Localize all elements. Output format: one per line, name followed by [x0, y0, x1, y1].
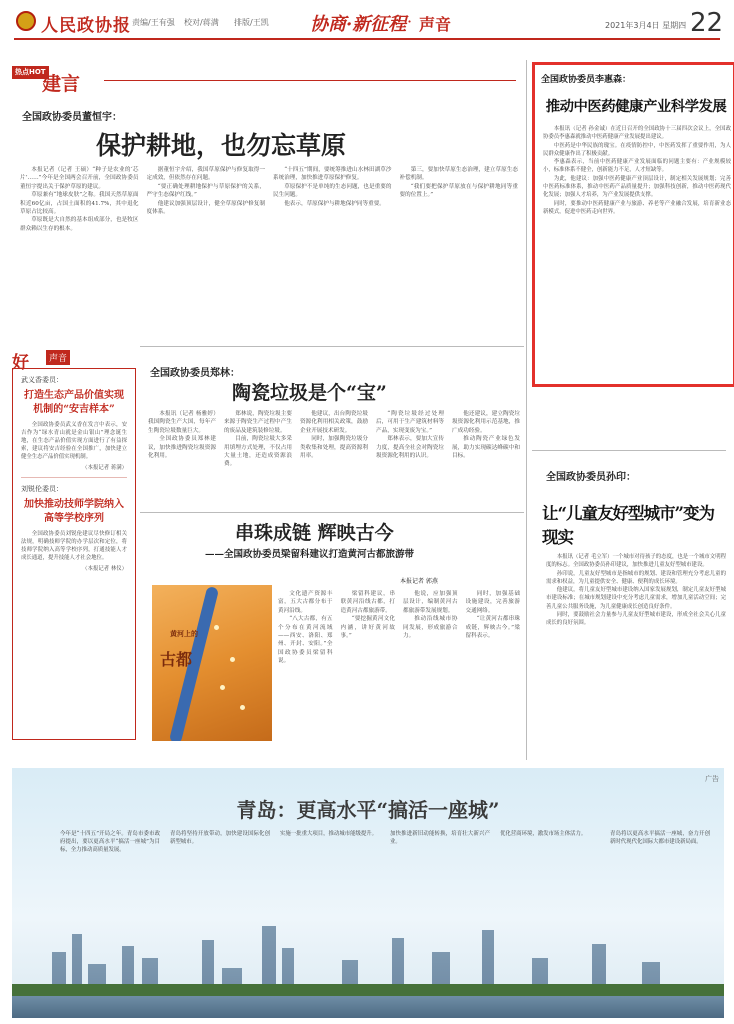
yellowriver-col: [403, 590, 458, 740]
paragraph: 草原既是大自然的基本组成部分，也是牧区群众赖以生存的根本。: [20, 217, 139, 232]
page-number: 22: [690, 8, 724, 38]
yellowriver-col: [466, 590, 521, 740]
cppcc-emblem-icon: [16, 11, 36, 31]
item1-text: 全国政协委员武义香在发言中表示，安吉作为“绿水青山就是金山银山”理念诞生地，在生态产品价值实现方面进行了有益探索，建议将安吉经验在全国推广，加快建立健全生态产品价值实现机制。: [21, 422, 127, 460]
ad-body: [60, 830, 710, 854]
ceramic-kicker: 全国政协委员郑林：: [150, 368, 240, 379]
article1-body: [20, 166, 518, 346]
haoshengyin-label: 好: [12, 353, 29, 373]
yellow-river-map-image: [152, 585, 272, 741]
layout-meta: 排版/王凯: [234, 18, 269, 27]
paragraph: 本报讯（记者 毛立军）一个城市对待孩子的态度，也是一个城市文明程度的标志。全国政协委员孙印建议，加快推进儿童友好型城市建设。: [546, 554, 726, 569]
paragraph: 梁留科建议，串联黄河沿线古都，打造黄河古都旅游带。: [340, 591, 395, 614]
jianyan-banner: [12, 66, 102, 95]
ad-col: 加快推进新旧动能转换，培育壮大新兴产业。: [390, 831, 490, 845]
paragraph: 推动沿线城市协同发展，形成旅游合力。: [403, 616, 458, 640]
city-marker-icon: [214, 625, 219, 630]
haoshengyin-box: [12, 368, 136, 740]
article1-headline: 保护耕地，也勿忘草原: [96, 131, 347, 160]
yellowriver-col: [341, 590, 396, 740]
column-divider: [526, 60, 527, 760]
bay-water: [12, 996, 724, 1018]
paragraph: “让黄河古都串珠成链，辉映古今。”梁留科表示。: [465, 616, 520, 640]
ad-col: 实施一批重大项目，推动城市能级提升。: [280, 831, 378, 837]
paragraph: 全国政协委员郑林建议，加快推进陶瓷垃圾资源化利用。: [148, 436, 216, 460]
ad-col: 青岛将以更高水平搞活一座城，奋力开创新时代现代化国际大都市建设新局面。: [610, 831, 710, 845]
children-city-headline: 让“儿童友好型城市”变为现实: [542, 504, 714, 547]
yellowriver-subhead: ——全国政协委员梁留科建议打造黄河古都旅游带: [205, 549, 415, 560]
ad-col: 优化营商环境，激发市场主体活力。: [500, 831, 587, 837]
yellowriver-col: [278, 590, 333, 740]
ad-col: 今年是“十四五”开局之年。青岛市委市政府提出，要以更高水平“搞活一座城”为目标，全力推动高质量发展。: [60, 831, 160, 853]
ceramic-headline: 陶瓷垃圾是个“宝”: [232, 382, 387, 404]
paragraph: 同时，加强陶瓷垃圾分类收集和处理，提高资源利用率。: [300, 436, 368, 460]
paragraph: 草原保护不是单纯的生态问题，也是重要的民生问题。: [273, 183, 392, 199]
jianyan-title: 建言: [42, 73, 81, 95]
paragraph: 他表示，草原保护与耕地保护同等重要。: [284, 200, 385, 207]
paragraph: 本报记者（记者 王硕）“种子是农业的‘芯片’……”今年是全国两会召开前，全国政协委员董恒宇提出关于保护草原的建议。: [20, 167, 139, 190]
yellowriver-body: [278, 590, 520, 740]
item2-author: 刘锐伦委员：: [21, 485, 63, 493]
ceramic-col: [224, 410, 292, 508]
ceramic-body: [148, 410, 520, 508]
paragraph: “八大古都，有五个分布在黄河流域——西安、洛阳、郑州、开封、安阳。”全国政协委员梁留科说。: [278, 616, 333, 665]
item-divider: [21, 477, 127, 478]
section-divider: [140, 512, 524, 513]
paragraph: 郑林说，陶瓷垃圾主要来源于陶瓷生产过程中产生的废品及建筑装修垃圾。: [224, 411, 292, 434]
proof-meta: 校对/蒋满: [184, 18, 219, 27]
paragraph: 推动陶瓷产业绿色发展，助力实现碳达峰碳中和目标。: [452, 436, 520, 460]
article1-col: [400, 166, 519, 346]
item2-credit: （本报记者 林仪）: [82, 566, 127, 572]
hot-tag: 热点HOT: [12, 66, 49, 79]
ad-tag: 广告: [705, 775, 719, 783]
masthead: [14, 8, 724, 38]
section-logo: 协商·新征程: [310, 14, 407, 35]
city-marker-icon: [220, 685, 225, 690]
highlight-headline: 推动中医药健康产业科学发展: [545, 98, 727, 115]
map-caption-big: 古都: [160, 650, 193, 669]
haoshengyin-sub: 声音: [46, 350, 70, 365]
jianyan-rule: [104, 80, 516, 81]
ceramic-col: [452, 410, 520, 508]
children-city-kicker: 全国政协委员孙印：: [546, 472, 636, 483]
paragraph: 草原兼有“地球皮肤”之称。我国天然草原面积近60亿亩，占国土面积的41.7%，其中退化草原占比较高。: [20, 192, 139, 216]
item2-text: 全国政协委员刘锐伦建议尽快修订相关法规，明确技师学院的办学层次和定位，将技师学院纳入高等学校序列，打通技能人才成长通道，提升技能人才社会地位。: [21, 531, 127, 561]
article1-kicker: 全国政协委员董恒宇：: [22, 112, 122, 123]
section-name: 声音: [419, 15, 452, 34]
paragraph: 中医药是中华民族的瑰宝。在疫情防控中，中医药发挥了重要作用，为人民群众健康作出了积极贡献。: [543, 142, 731, 157]
item2-headline: 加快推动技师学院纳入高等学校序列: [24, 499, 124, 524]
paragraph: 第三，要加快草原生态治理，建立草原生态补偿机制。: [399, 167, 518, 182]
paragraph: 孙印说，儿童友好型城市是指城市的规划、建设和管理充分考虑儿童的需求和权益，为儿童提供安全、健康、便利的成长环境。: [546, 570, 726, 585]
paragraph: 他建议，将儿童友好型城市建设纳入国家发展规划，制定儿童友好型城市建设标准；在城市规划建设中充分考虑儿童需求，增加儿童活动空间；完善儿童公共服务设施，为儿童健康成长创造良好条件。: [546, 587, 726, 610]
paragraph: 他说，应加强顶层设计，编制黄河古都旅游带发展规划。: [403, 591, 458, 614]
paragraph: 同时，加强基础设施建设，完善旅游交通网络。: [465, 591, 520, 614]
yellowriver-headline: 串珠成链 辉映古今: [235, 522, 394, 544]
paragraph: “十四五”期间，要统筹推进山水林田湖草沙系统治理，加快推进草原保护修复。: [273, 167, 392, 182]
highlight-article-box: [532, 62, 734, 387]
paragraph: 据董恒宇介绍，我国草原保护与修复取得一定成效，但依然存在问题。: [146, 167, 265, 182]
city-skyline-image: [12, 900, 724, 1018]
haoshengyin-banner: [12, 348, 132, 373]
yellowriver-byline: 本报记者 郭燕: [400, 578, 438, 585]
editor-meta: 责编/王有强: [132, 18, 175, 27]
children-city-body: [546, 553, 726, 628]
paragraph: 郑林表示，要加大宣传力度，提高全社会对陶瓷垃圾资源化利用的认识。: [376, 436, 444, 460]
paragraph: 文化遗产资源丰富，五大古都分布于黄河沿线。: [278, 591, 333, 614]
highlight-body: [543, 125, 731, 216]
city-marker-icon: [240, 705, 245, 710]
ceramic-col: [376, 410, 444, 508]
article1-col: [147, 166, 266, 346]
paragraph: 他还建议，建立陶瓷垃圾资源化利用示范基地，推广成功经验。: [452, 411, 520, 434]
paragraph: 目前，陶瓷垃圾大多采用填埋方式处理，不仅占用大量土地，还造成资源浪费。: [224, 436, 292, 468]
ad-headline: 青岛：更高水平“搞活一座城”: [236, 798, 500, 822]
ceramic-col: [148, 410, 216, 508]
section-divider: [140, 346, 524, 347]
paragraph: “陶瓷垃圾经过处理后，可用于生产建筑材料等产品，实现变废为宝。”: [376, 411, 444, 434]
city-marker-icon: [230, 657, 235, 662]
paragraph: 本报讯（记者 孙金诚）在近日召开的全国政协十三届四次会议上，全国政协委员李惠森就推动中医药健康产业发展提出建议。: [543, 126, 731, 141]
masthead-rule: [14, 38, 720, 40]
paper-name: 人民政协报: [41, 16, 131, 36]
paragraph: 他建议，出台陶瓷垃圾资源化利用相关政策，鼓励企业开展技术研发。: [300, 411, 368, 434]
item1-author: 武义香委员：: [21, 376, 63, 384]
highlight-kicker: 全国政协委员李惠森：: [541, 75, 632, 85]
paragraph: “要正确处理耕地保护与草原保护的关系，严守生态保护红线。”: [146, 183, 265, 199]
section-separator: ·: [407, 12, 413, 31]
section-divider: [532, 450, 726, 451]
paragraph: “要挖掘黄河文化内涵，讲好黄河故事。”: [340, 616, 395, 640]
paragraph: 同时，要推动中医药健康产业与旅游、养老等产业融合发展，培育新业态新模式，促进中医药走向世界。: [543, 200, 731, 215]
map-caption-small: 黄河上的: [170, 629, 198, 638]
paragraph: 为此，他建议：加强中医药健康产业顶层设计，制定相关发展规划；完善中医药标准体系，推动中医药产品质量提升；加强科技创新，推动中医药现代化发展；加强人才培养，为产业发展提供支撑。: [543, 175, 731, 199]
issue-date: 2021年3月4日 星期四: [605, 21, 687, 30]
paragraph: 同时，要鼓励社会力量参与儿童友好型城市建设，形成全社会关心儿童成长的良好氛围。: [546, 612, 726, 627]
article1-col: [273, 166, 392, 346]
item1-headline: 打造生态产品价值实现机制的“安吉样本”: [24, 390, 124, 415]
paragraph: “我们要把保护草原放在与保护耕地同等重要的位置上。”: [399, 183, 518, 199]
article1-col: [20, 166, 139, 346]
paragraph: 他建议加强顶层设计，健全草原保护修复制度体系。: [146, 200, 265, 216]
item1-credit: （本报记者 蒋满）: [82, 465, 127, 471]
shoreline-trees: [12, 984, 724, 996]
paragraph: 李惠森表示，当前中医药健康产业发展面临的问题主要有：产业规模较小，标准体系不健全，创新能力不足，人才短缺等。: [543, 159, 731, 174]
ceramic-col: [300, 410, 368, 508]
paragraph: 本报讯（记者 杨雅婷）我国陶瓷生产大国，每年产生陶瓷垃圾数量巨大。: [148, 411, 216, 434]
ad-col: 青岛将坚持开放带动，加快建设国际化创新型城市。: [170, 831, 270, 845]
